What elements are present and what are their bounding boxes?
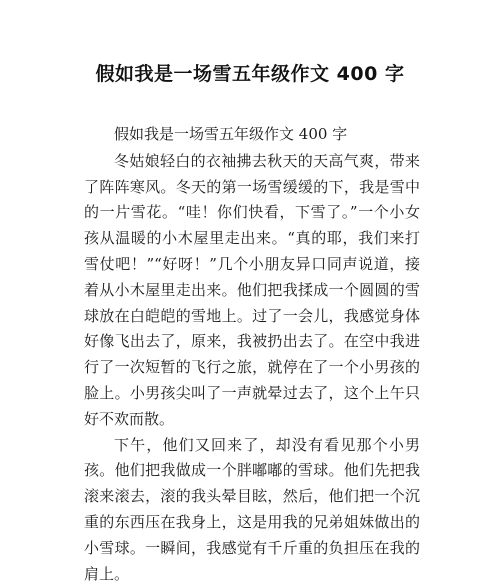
document-body xyxy=(84,122,420,587)
document-subtitle: 假如我是一场雪五年级作文 400 字 xyxy=(114,125,348,143)
paragraph: 下午，他们又回来了，却没有看见那个小男孩。他们把我做成一个胖嘟嘟的雪球。他们先把我滚来滚去，滚的我头晕目眩，然后，他们把一个沉重的东西压在我身上，这是用我的兄弟姐妹做出的小雪球。一瞬间，我感觉有千斤重的负担压在我的肩上。 xyxy=(84,435,420,583)
document-title: 假如我是一场雪五年级作文 400 字 xyxy=(95,63,405,85)
paragraph: 冬姑娘轻白的衣袖拂去秋天的天高气爽，带来了阵阵寒风。冬天的第一场雪缓缓的下，我是雪中的一片雪花。“哇！你们快看，下雪了。”一个小女孩从温暖的小木屋里走出来。“真的耶，我们来打雪仗吧！”“好呀！”几个小朋友异口同声说道，接着从小木屋里走出来。他们把我揉成一个圆圆的雪球放在白皑皑的雪地上。过了一会儿，我感觉身体好像飞出去了，原来，我被扔出去了。在空中我进行了一次短暂的飞行之旅，就停在了一个小男孩的脸上。小男孩尖叫了一声就晕过去了，这个上午只好不欢而散。 xyxy=(84,151,420,428)
